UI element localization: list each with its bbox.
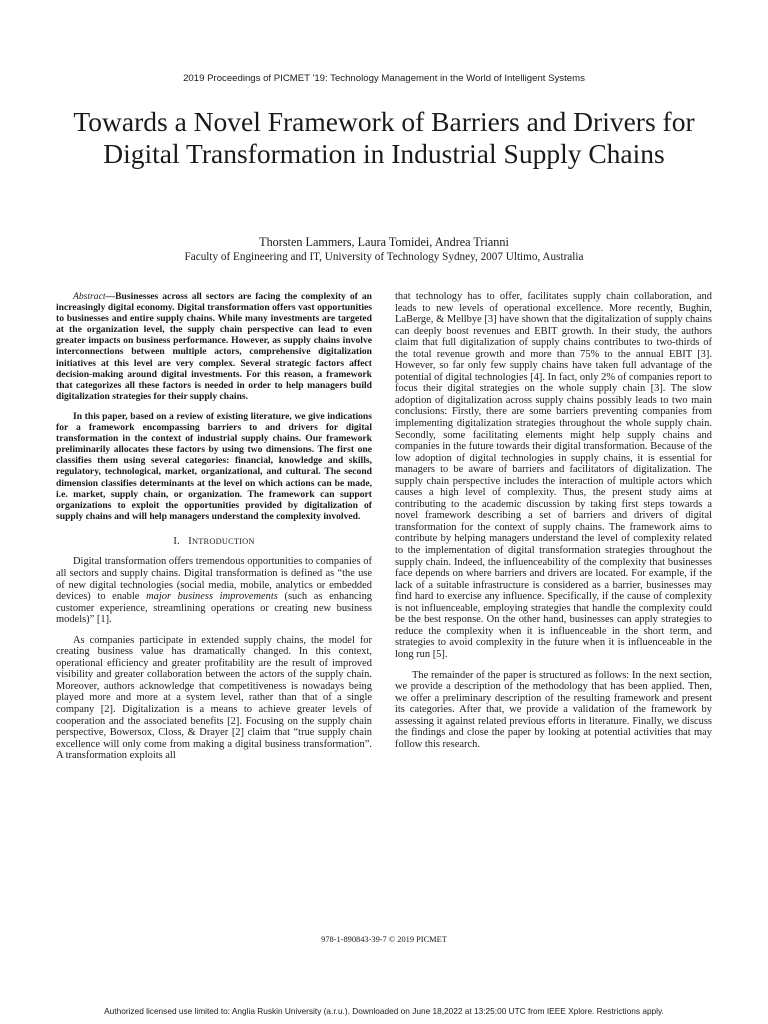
isbn-copyright: 978-1-890843-39-7 © 2019 PICMET <box>321 935 447 944</box>
abstract-paragraph-2: In this paper, based on a review of existing literature, we give indications for a framework encompassing barriers to and drivers for digital transformation in the context of industrial supply chains. Our framework preliminarily allocates these factors by using two dimensions. The first one classifies them using several categories: financial, knowledge and skills, regulatory, technological, market, organizational, and cultural. The second dimension classifies determinants at the level on which actions can be made, i.e. market, supply chain, or organization. The framework can support organizations to exploit the opportunities provided by digitalization of supply chains and will help managers understand the complexity involved. <box>56 410 372 522</box>
intro-p1-text-a: Digital transformation offers tremendous opportunities to companies of all sectors and supply chains. Digital transformation is defined as “the use of new digital technologies (social media, mobile, analytics or embedded devices) to enable <box>56 556 372 603</box>
section-number: I. <box>173 535 180 547</box>
proceedings-header: 2019 Proceedings of PICMET '19: Technology Management in the World of Intelligent Systems <box>183 73 585 84</box>
license-notice: Authorized licensed use limited to: Anglia Ruskin University (a.r.u.). Downloaded on June 18,2022 at 13:25:00 UTC from IEEE Xplore. Restrictions apply. <box>104 1006 664 1016</box>
intro-paragraph-2-continued: that technology has to offer, facilitates supply chain collaboration, and leads to new levels of operational excellence. More recently, Bughin, LaBerge, & Mellbye [3] have shown that the digitalization of supply chains can deeply boost revenues and EBIT growth. In their study, the authors claim that full digitalization of supply chains contributes to two-thirds of the total revenue growth and more than 75% to the annual EBIT [3]. However, so far only few supply chains have taken full advantage of the potential of digital technologies [4]. In fact, only 2% of companies report to focus their digital strategies on the whole supply chain [3]. The slow adoption of digitalization across supply chains possibly leads to two main conclusions: Firstly, there are some barriers preventing companies from implementing digitalization strategies throughout the whole supply chain. Secondly, some facilitating elements might help supply chains and companies in the future towards their digital transformation. Because of the low adoption of digital technologies in supply chains, it is essential for managers to be aware of barriers and facilitators of digitalization. The supply chain perspective includes the interaction of multiple actors which causes a high level of complexity. Thus, the present study aims at contributing to the academic discussion by taking first steps towards a novel framework describing a set of barriers and drivers of digital transformation for the context of supply chains. The framework aims to contribute by helping managers understand the level of complexity related to the implementation of digital transformation strategies throughout the supply chain. Indeed, the influenceability of the complexity that businesses face depends on where barriers and drivers are located. For example, if the lack of a suitable infrastructure is considered as a barrier, businesses may find hard to exercise any influence. Specifically, if the cause of complexity is not influenceable, employing strategies that handle the complexity could be the best response. On the other hand, businesses can apply strategies to reduce the complexity when it is influenceable in the short term, and strategies to avoid complexity in the future when it is influenceable in the long run [5]. <box>395 291 712 660</box>
abstract-paragraph-1 <box>56 291 372 402</box>
section-heading-introduction <box>56 536 372 548</box>
paper-title: Towards a Novel Framework of Barriers and Drivers for Digital Transformation in Industrial Supply Chains <box>73 106 695 169</box>
section-title-initial: I <box>188 535 192 547</box>
right-column <box>395 291 712 750</box>
intro-paragraph-3: The remainder of the paper is structured as follows: In the next section, we provide a description of the methodology that has been applied. Then, we offer a preliminary description of the resulting framework and present its categories. After that, we provide a validation of the framework by assessing it against related previous efforts in literature. Finally, we discuss the findings and close the paper by looking at potential activities that may follow this research. <box>395 669 712 750</box>
paper-authors: Thorsten Lammers, Laura Tomidei, Andrea Trianni <box>259 235 509 249</box>
intro-p1-emphasis: major business improvements <box>146 591 278 603</box>
intro-paragraph-1 <box>56 556 372 625</box>
abstract-p1-text: —Businesses across all sectors are facing the complexity of an increasingly digital economy. Digital transformation offers vast opportunities to businesses and entire supply chains. While many investments are targeted at the organization level, the supply chain perspective can lead to even greater impacts on business performance. However, as supply chains involve interconnections between multiple actors, comprehensive digitalization initiatives at this level are very complex. Several strategic factors affect decision-making around digital investments. For this reason, a framework that categorizes all these factors is needed in order to help managers build digitalization strategies for their supply chains. <box>56 291 372 402</box>
paper-affiliation: Faculty of Engineering and IT, University of Technology Sydney, 2007 Ultimo, Australia <box>184 251 584 263</box>
abstract-lead: Abstract <box>73 291 106 302</box>
left-column <box>56 291 372 762</box>
section-title-rest: NTRODUCTION <box>191 536 255 546</box>
intro-p1-text-b: (such as enhancing customer experience, streamlining operations or creating new business models)” [1]. <box>56 591 373 626</box>
intro-paragraph-2: As companies participate in extended supply chains, the model for creating business value has dramatically changed. In this context, operational efficiency and greater profitability are the result of improved visibility and greater collaboration between the actors of the supply chain. Moreover, authors acknowledge that competitiveness is nowadays being played more and more at a system level, rather than that of a single company [2]. Digitalization is a means to achieve greater levels of cooperation and the associated benefits [2]. Focusing on the supply chain perspective, Bowersox, Closs, & Drayer [2] claim that “true supply chain excellence will only come from making a digital business transformation”. A transformation exploits all <box>56 634 372 762</box>
